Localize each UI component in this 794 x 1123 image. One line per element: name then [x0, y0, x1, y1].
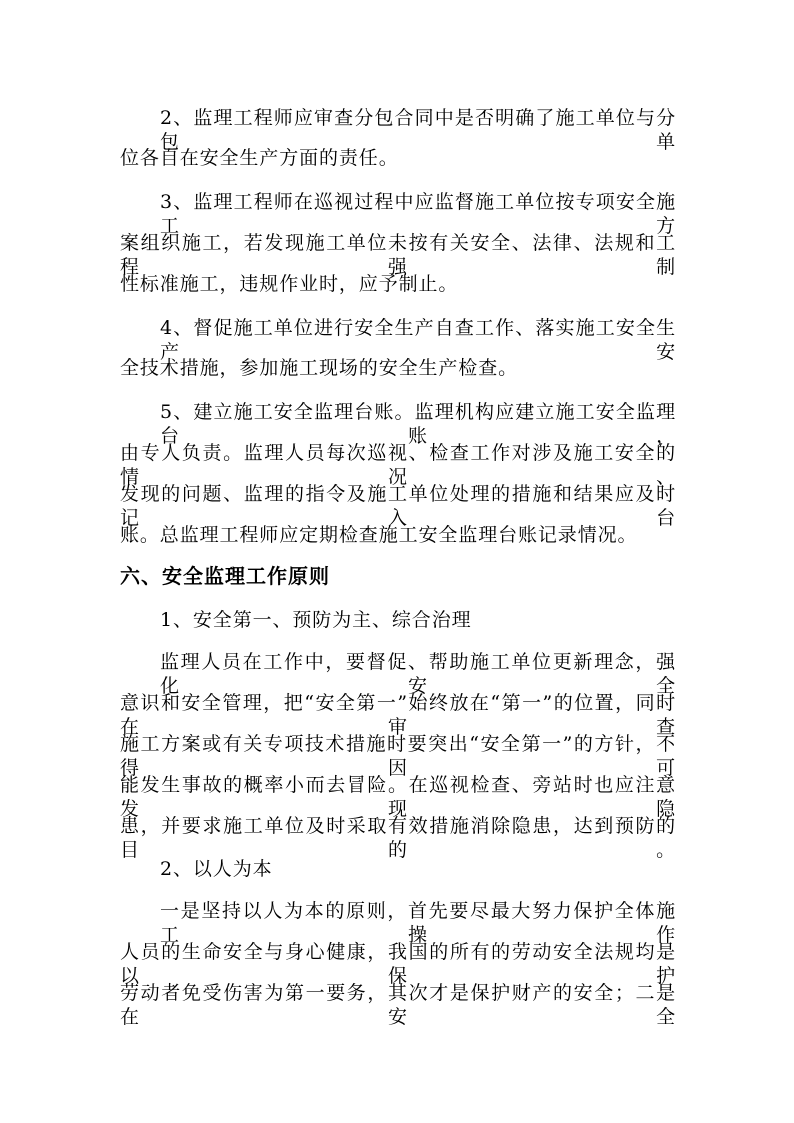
paragraph-3-line-1: 3、监理工程师在巡视过程中应监督施工单位按专项安全施工方	[160, 191, 676, 237]
subsection-1-line-1: 监理人员在工作中，要督促、帮助施工单位更新理念，强化安全	[160, 651, 676, 697]
subsection-1-line-4: 能发生事故的概率小而去冒险。在巡视检查、旁站时也应注意发现隐	[120, 774, 676, 820]
section-heading: 六、安全监理工作原则	[120, 564, 330, 588]
paragraph-3-line-2: 案组织施工，若发现施工单位未按有关安全、法律、法规和工程强制	[120, 232, 676, 278]
paragraph-2-line-1: 2、监理工程师应审查分包合同中是否明确了施工单位与分包单	[160, 107, 676, 153]
subsection-2-title: 2、以人为本	[160, 858, 273, 880]
paragraph-5-line-4: 账。总监理工程师应定期检查施工安全监理台账记录情况。	[120, 524, 638, 546]
paragraph-5-line-1: 5、建立施工安全监理台账。监理机构应建立施工安全监理台账，	[160, 401, 676, 447]
paragraph-5-line-2: 由专人负责。监理人员每次巡视、检查工作对涉及施工安全的情况、	[120, 442, 676, 488]
subsection-1-title: 1、安全第一、预防为主、综合治理	[160, 609, 472, 631]
paragraph-4-line-2: 全技术措施，参加施工现场的安全生产检查。	[120, 357, 519, 379]
subsection-1-line-3: 施工方案或有关专项技术措施时要突出“安全第一”的方针，不得因可	[120, 733, 676, 779]
paragraph-3-line-3: 性标准施工，违规作业时，应予制止。	[120, 273, 459, 295]
subsection-1-line-2: 意识和安全管理，把“安全第一”始终放在“第一”的位置，同时在审查	[120, 692, 676, 738]
paragraph-5-line-3: 发现的问题、监理的指令及施工单位处理的措施和结果应及时记入台	[120, 483, 676, 529]
subsection-1-line-5: 患，并要求施工单位及时采取有效措施消除隐患，达到预防的目的。	[120, 815, 676, 861]
paragraph-2-line-2: 位各自在安全生产方面的责任。	[120, 147, 399, 169]
subsection-2-line-3: 劳动者免受伤害为第一要务，其次才是保护财产的安全；二是在安全	[120, 982, 676, 1028]
subsection-2-line-2: 人员的生命安全与身心健康，我国的所有的劳动安全法规均是以保护	[120, 941, 676, 987]
subsection-2-line-1: 一是坚持以人为本的原则，首先要尽最大努力保护全体施工操作	[160, 900, 676, 946]
paragraph-4-line-1: 4、督促施工单位进行安全生产自查工作、落实施工安全生产安	[160, 317, 676, 363]
